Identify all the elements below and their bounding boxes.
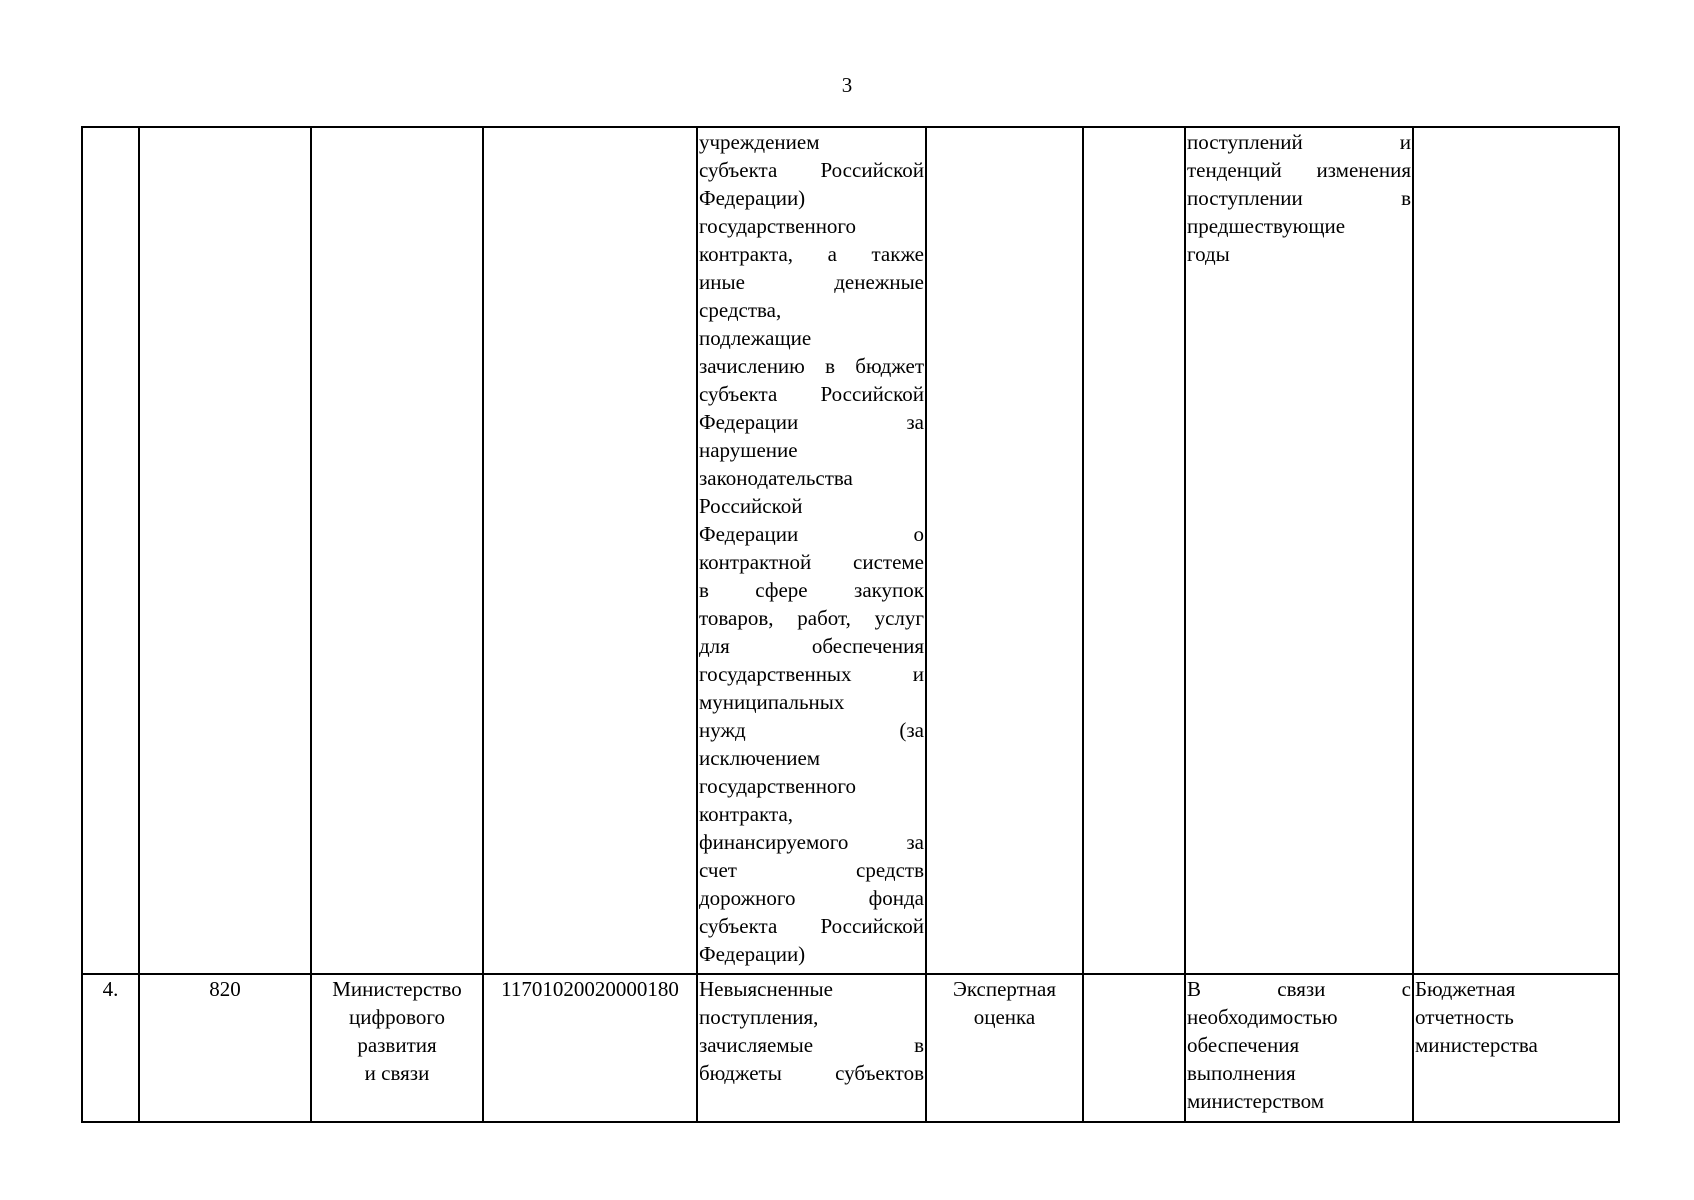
cell-number — [82, 127, 139, 974]
ministry-line: Министерство — [332, 977, 462, 1001]
cell-empty — [1083, 127, 1185, 974]
description-line: Федерации о — [699, 522, 924, 546]
cell-ministry — [311, 127, 483, 974]
ministry-line: и связи — [364, 1061, 430, 1085]
cell-kbk: 11701020020000180 — [483, 974, 697, 1122]
justification-line: В связи с — [1187, 977, 1411, 1001]
description-line: товаров, работ, услуг — [699, 606, 924, 630]
justification-line: обеспечения — [1187, 1033, 1300, 1057]
cell-justification — [1185, 974, 1413, 1122]
justification-line: министерством — [1187, 1089, 1324, 1113]
justification-line: выполнения — [1187, 1061, 1296, 1085]
cell-method — [926, 974, 1083, 1122]
method-line: оценка — [973, 1005, 1036, 1029]
description-line: средства, — [699, 298, 782, 322]
method-line: Экспертная — [952, 977, 1057, 1001]
description-line: контракта, а также — [699, 242, 924, 266]
description-line: законодательства — [699, 466, 853, 490]
description-line: иные денежные — [699, 270, 924, 294]
cell-code: 820 — [139, 974, 311, 1122]
cell-justification — [1185, 127, 1413, 974]
page-number: 3 — [841, 73, 853, 97]
cell-source — [1413, 127, 1619, 974]
cell-empty — [1083, 974, 1185, 1122]
cell-source — [1413, 974, 1619, 1122]
description-line: нужд (за — [699, 718, 924, 742]
description-line: Федерации за — [699, 410, 924, 434]
description-line: в сфере закупок — [699, 578, 924, 602]
description-line: исключением — [699, 746, 821, 770]
description-line: финансируемого за — [699, 830, 924, 854]
justification-line: необходимостью — [1187, 1005, 1338, 1029]
description-line: дорожного фонда — [699, 886, 924, 910]
description-line: бюджеты субъектов — [699, 1061, 924, 1085]
description-line: контрактной системе — [699, 550, 924, 574]
justification-line: предшествующие — [1187, 214, 1346, 238]
description-line: подлежащие — [699, 326, 812, 350]
source-line: Бюджетная — [1415, 977, 1516, 1001]
justification-line: поступлений и — [1187, 130, 1411, 154]
source-line: министерства — [1415, 1033, 1538, 1057]
description-line: Федерации) — [699, 186, 806, 210]
description-line: для обеспечения — [699, 634, 924, 658]
description-line: нарушение — [699, 438, 798, 462]
justification-line: тенденций изменения — [1187, 158, 1411, 182]
description-line: государственных и — [699, 662, 924, 686]
revenue-forecast-table — [81, 126, 1620, 1123]
description-line: Федерации) — [699, 942, 806, 966]
description-line: зачислению в бюджет — [699, 354, 924, 378]
table-row-4 — [82, 974, 1619, 1122]
description-line: Невыясненные — [699, 977, 833, 1001]
ministry-line: развития — [357, 1033, 437, 1057]
description-line: государственного — [699, 214, 857, 238]
cell-kbk — [483, 127, 697, 974]
description-line: зачисляемые в — [699, 1033, 924, 1057]
description-line: субъекта Российской — [699, 158, 924, 182]
cell-method — [926, 127, 1083, 974]
cell-description — [697, 974, 926, 1122]
justification-line: годы — [1187, 242, 1230, 266]
description-line: поступления, — [699, 1005, 819, 1029]
cell-description — [697, 127, 926, 974]
description-line: государственного — [699, 774, 857, 798]
description-line: субъекта Российской — [699, 382, 924, 406]
cell-ministry — [311, 974, 483, 1122]
description-line: муниципальных — [699, 690, 845, 714]
description-line: Российской — [699, 494, 803, 518]
cell-code — [139, 127, 311, 974]
description-line: контракта, — [699, 802, 794, 826]
justification-line: поступлении в — [1187, 186, 1411, 210]
description-line: учреждением — [699, 130, 820, 154]
cell-number: 4. — [82, 974, 139, 1122]
description-line: счет средств — [699, 858, 924, 882]
ministry-line: цифрового — [349, 1005, 445, 1029]
table-row-continuation — [82, 127, 1619, 974]
source-line: отчетность — [1415, 1005, 1514, 1029]
description-line: субъекта Российской — [699, 914, 924, 938]
